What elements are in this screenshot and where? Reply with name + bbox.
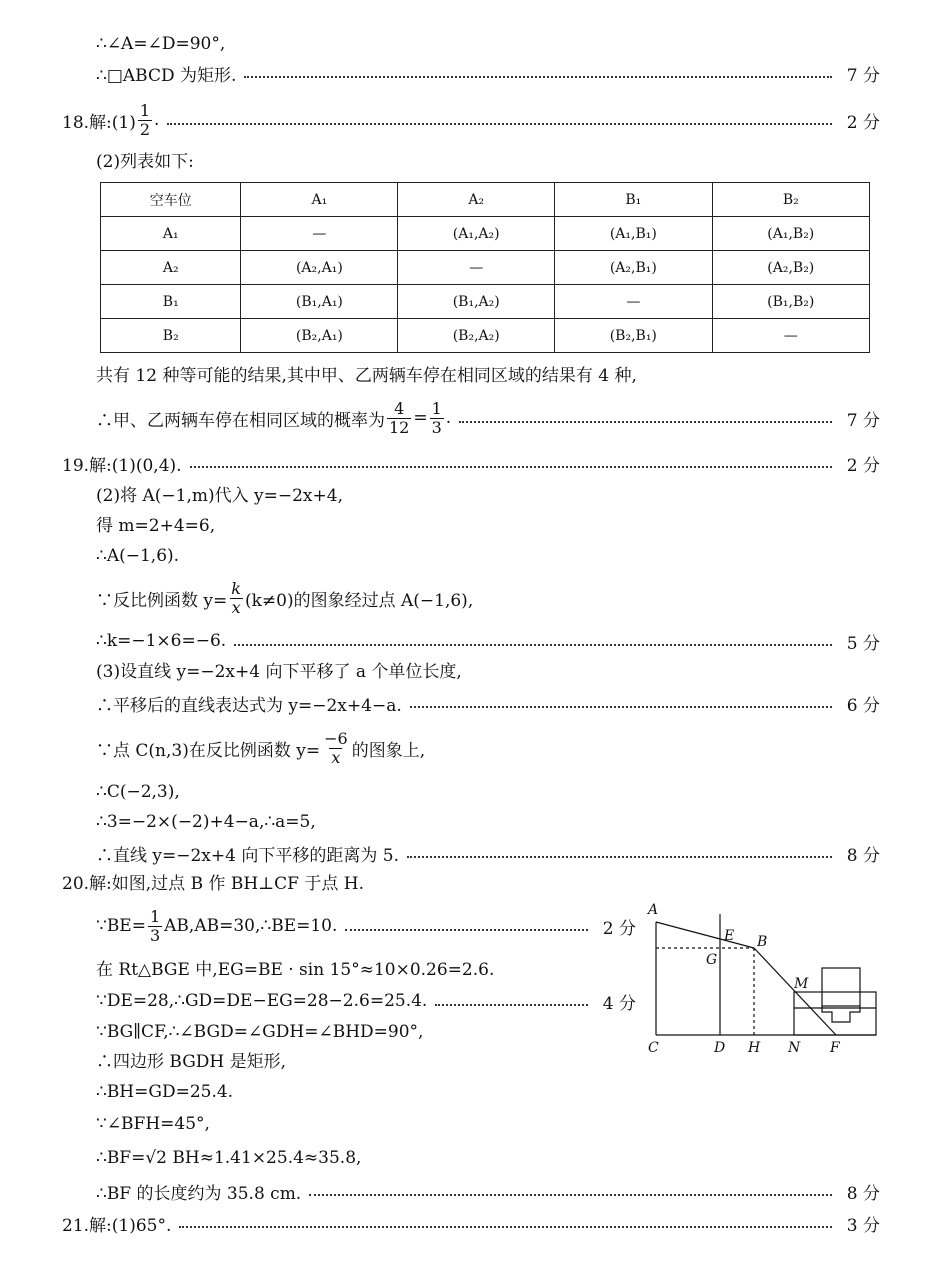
score: 5 分 [846, 633, 880, 654]
scored-line [96, 60, 880, 86]
dot-leader [244, 76, 832, 78]
text-line: ∴3=−2×(−2)+4−a,∴a=5, [96, 812, 316, 832]
table-cell: B₂ [101, 319, 241, 353]
text: ∴□ABCD 为矩形. [96, 65, 237, 86]
dot-leader [234, 644, 832, 646]
text: ∵BE= [96, 916, 146, 936]
text: (k≠0)的图象经过点 A(−1,6), [244, 590, 474, 611]
table-cell: (A₂,B₂) [712, 251, 869, 285]
label-e: E [724, 928, 735, 944]
dot-leader [345, 929, 588, 931]
fraction [387, 400, 411, 437]
table-cell: B₁ [555, 183, 712, 217]
dot-leader [459, 421, 832, 423]
text-line: (3)设直线 y=−2x+4 向下平移了 a 个单位长度, [96, 662, 462, 682]
label-c: C [648, 1040, 659, 1056]
table-cell: — [398, 251, 555, 285]
dot-leader [179, 1226, 832, 1228]
text: ∵DE=28,∴GD=DE−EG=28−2.6=25.4. [96, 991, 428, 1011]
label-d: D [714, 1040, 726, 1056]
text: 21.解:(1)65°. [62, 1215, 172, 1236]
car-body [794, 992, 876, 1035]
text-line: ∴BF=√2 BH≈1.41×25.4≈35.8, [96, 1148, 362, 1168]
score: 8 分 [846, 1183, 880, 1204]
text-line: ∴C(−2,3), [96, 782, 180, 802]
text: ∴平移后的直线表达式为 y=−2x+4−a. [96, 695, 402, 716]
fraction [229, 580, 243, 617]
scored-line [62, 1210, 880, 1236]
text: . [154, 110, 160, 130]
numerator: 1 [149, 906, 161, 926]
scored-line [96, 1178, 880, 1204]
text: AB,AB=30,∴BE=10. [164, 916, 338, 936]
text-line: ∴A(−1,6). [96, 546, 180, 566]
table-header-row [101, 183, 870, 217]
table-row [101, 319, 870, 353]
text: ∴BF 的长度约为 35.8 cm. [96, 1183, 302, 1204]
scored-line [96, 628, 880, 654]
text: ∴直线 y=−2x+4 向下平移的距离为 5. [96, 845, 399, 866]
text: ∴k=−1×6=−6. [96, 631, 227, 651]
fraction [138, 102, 152, 139]
fraction [430, 400, 444, 437]
text: ∵反比例函数 y= [96, 590, 228, 611]
table-cell: (B₂,A₂) [398, 319, 555, 353]
denominator: x [331, 747, 341, 767]
table-cell: (A₁,B₁) [555, 217, 712, 251]
scored-line [96, 400, 880, 436]
text-line: (2)列表如下: [96, 152, 194, 172]
text: = [413, 408, 428, 428]
label-n: N [788, 1040, 801, 1056]
scored-line [62, 450, 880, 476]
scored-line [96, 906, 636, 946]
scored-line [96, 988, 636, 1014]
text: 的图象上, [351, 740, 426, 761]
dot-leader [407, 856, 832, 858]
dot-leader [435, 1004, 588, 1006]
score: 8 分 [846, 845, 880, 866]
table-row [101, 217, 870, 251]
table-cell: 空车位 [101, 183, 241, 217]
geometry-figure [636, 900, 896, 1060]
table-cell: (B₂,B₁) [555, 319, 712, 353]
text: 19.解:(1)(0,4). [62, 455, 182, 476]
dot-leader [410, 706, 832, 708]
table-cell: B₂ [712, 183, 869, 217]
numerator: 1 [139, 100, 151, 120]
scored-line [62, 100, 880, 139]
dot-leader [190, 466, 832, 468]
score: 6 分 [846, 695, 880, 716]
table-cell: — [712, 319, 869, 353]
text-line: ∴BH=GD=25.4. [96, 1082, 234, 1102]
fraction [322, 730, 350, 767]
label-b: B [757, 934, 768, 950]
text-line: ∴四边形 BGDH 是矩形, [96, 1052, 287, 1072]
table-cell: A₁ [241, 183, 398, 217]
numerator: −6 [324, 728, 348, 748]
text-line [96, 580, 473, 616]
scored-line [96, 690, 880, 716]
table-cell: (A₁,B₂) [712, 217, 869, 251]
text-line: 得 m=2+4=6, [96, 516, 216, 536]
text: ∵点 C(n,3)在反比例函数 y= [96, 740, 321, 761]
denominator: x [231, 597, 241, 617]
score: 2 分 [846, 112, 880, 133]
dot-leader [167, 123, 832, 125]
table-cell: — [241, 217, 398, 251]
score: 2 分 [602, 918, 636, 939]
numerator: 1 [431, 398, 442, 418]
text-line: ∵∠BFH=45°, [96, 1114, 210, 1134]
table-cell: A₁ [101, 217, 241, 251]
table-cell: — [555, 285, 712, 319]
label-g: G [706, 952, 718, 968]
outcome-table [100, 182, 870, 353]
table-cell: A₂ [101, 251, 241, 285]
scored-line [96, 840, 880, 866]
segment-ab [656, 922, 754, 948]
label-f: F [830, 1040, 840, 1056]
table-cell: (A₁,A₂) [398, 217, 555, 251]
numerator: k [231, 578, 241, 598]
table-cell: (B₁,A₁) [241, 285, 398, 319]
label-h: H [748, 1040, 761, 1056]
text-line: 在 Rt△BGE 中,EG=BE · sin 15°≈10×0.26=2.6. [96, 960, 495, 980]
table-cell: (B₁,A₂) [398, 285, 555, 319]
fraction [148, 908, 162, 945]
denominator: 3 [149, 925, 161, 945]
denominator: 3 [431, 417, 442, 437]
table-cell: (A₂,B₁) [555, 251, 712, 285]
text: ∴甲、乙两辆车停在相同区域的概率为 [96, 410, 385, 431]
table-cell: (B₁,B₂) [712, 285, 869, 319]
score: 4 分 [602, 993, 636, 1014]
text: 18.解:(1) [62, 112, 136, 133]
numerator: 4 [394, 398, 405, 418]
text-line: (2)将 A(−1,m)代入 y=−2x+4, [96, 486, 343, 506]
table-row [101, 285, 870, 319]
text-line: ∴∠A=∠D=90°, [96, 34, 226, 54]
score: 2 分 [846, 455, 880, 476]
dot-leader [309, 1194, 832, 1196]
car-cabin [822, 968, 860, 1006]
table-cell: (A₂,A₁) [241, 251, 398, 285]
table-row [101, 251, 870, 285]
score: 7 分 [846, 410, 880, 431]
table-cell: (B₂,A₁) [241, 319, 398, 353]
label-a: A [648, 902, 659, 918]
text-line [96, 728, 425, 768]
table-cell: A₂ [398, 183, 555, 217]
table-cell: B₁ [101, 285, 241, 319]
denominator: 2 [139, 119, 151, 139]
score: 7 分 [846, 65, 880, 86]
text-line: ∵BG∥CF,∴∠BGD=∠GDH=∠BHD=90°, [96, 1022, 424, 1042]
text-line: 20.解:如图,过点 B 作 BH⊥CF 于点 H. [62, 874, 365, 894]
text-line: 共有 12 种等可能的结果,其中甲、乙两辆车停在相同区域的结果有 4 种, [96, 366, 637, 386]
text: . [445, 408, 452, 428]
score: 3 分 [846, 1215, 880, 1236]
label-m: M [794, 976, 809, 992]
denominator: 12 [389, 417, 410, 437]
